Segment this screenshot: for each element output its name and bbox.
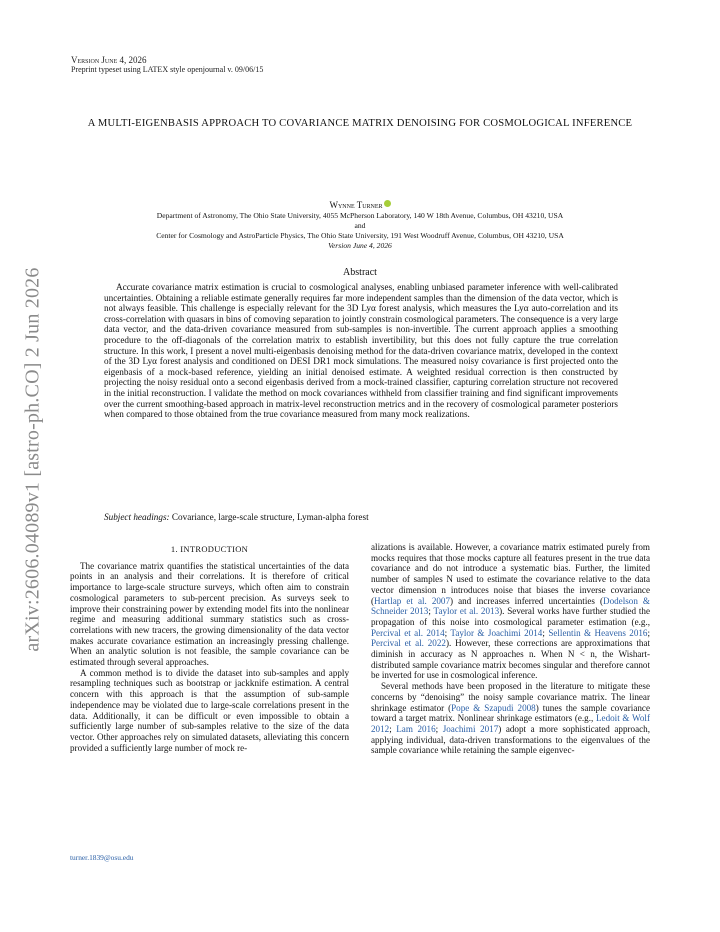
- citation-link[interactable]: Hartlap et al. 2007: [374, 595, 451, 606]
- author-name: Wynne Turner: [329, 200, 383, 210]
- citation-link[interactable]: Taylor et al. 2013: [433, 606, 500, 617]
- citation-link[interactable]: Ledoit & Wolf 2012: [371, 713, 650, 734]
- intro-paragraph-3: [371, 542, 650, 681]
- paper-title: A MULTI-EIGENBASIS APPROACH TO COVARIANCE MATRIX DENOISING FOR COSMOLOGICAL INFERENCE: [87, 118, 633, 129]
- section-heading: 1. INTRODUCTION: [170, 544, 249, 554]
- text-run: ) adopt a more sophisticated approach, applying individual, data-driven transformations to the eigenvalues of the sample covariance while retaining the sample eigenvec-: [371, 723, 650, 756]
- orcid-icon[interactable]: [384, 200, 391, 207]
- citation-link[interactable]: Taylor & Joachimi 2014: [450, 627, 543, 638]
- affiliation-1: Department of Astronomy, The Ohio State University, 4055 McPherson Laboratory, 140 W 18th Avenue, Columbus, OH 43210, USA: [156, 211, 564, 220]
- intro-paragraph-4: [371, 681, 650, 756]
- text-run: ;: [428, 606, 434, 617]
- citation-link[interactable]: Dodelson & Schneider 2013: [371, 595, 650, 617]
- citation-link[interactable]: Lam 2016: [396, 723, 436, 734]
- text-run: ;: [435, 723, 443, 734]
- preprint-line: Preprint typeset using LATEX style openjournal v. 09/06/15: [71, 65, 264, 74]
- subject-headings: [104, 512, 618, 523]
- citation-link[interactable]: Pope & Szapudi 2008: [451, 702, 536, 713]
- left-column: [70, 542, 349, 753]
- arxiv-identifier: arXiv:2606.04089v1 [astro-ph.CO] 2 Jun 2026: [21, 267, 44, 652]
- author-block: [40, 200, 680, 251]
- text-run: ;: [542, 627, 549, 638]
- abstract-text: Accurate covariance matrix estimation is crucial to cosmological analyses, enabling unbiased parameter inference with well-calibrated uncertainties. Obtaining a reliable estimate generally requires far more independent samples than the dimension of the data vector, which is not always feasible. This challenge is especially relevant for the 3D Lyα forest analysis, which measures the Lyα auto-correlation and its cross-correlation with quasars in bins of comoving separation to jointly constrain cosmological parameters. The consequence is a very large data vector, and the data-driven covariance measured from sub-samples is non-invertible. The current approach applies a smoothing procedure to the off-diagonals of the correlation matrix to establish invertibility, but this does not fully capture the true correlation structure. In this work, I present a novel multi-eigenbasis denoising method for the data-driven covariance matrix, developed in the context of the 3D Lyα forest analysis and conditioned on DESI DR1 mock simulations. The measured noisy covariance is first projected onto the eigenbasis of a mock-based reference, yielding an initial denoised estimate. A weighted residual correction is then constructed by projecting the noisy residual onto a second eigenbasis derived from a mock-trained classifier, capturing correlation structure not recovered in the initial reconstruction. I validate the method on mock covariances withheld from classifier training and find significant improvements over the current smoothing-based approach in matrix-level reconstruction metrics and in the recovery of cosmological parameter posteriors when compared to those obtained from the true covariance measured from many mock realizations.: [104, 282, 618, 420]
- text-run: ) and increases inferred uncertainties (: [450, 595, 604, 606]
- text-run: ;: [389, 723, 397, 734]
- citation-link[interactable]: Sellentin & Heavens 2016: [548, 627, 648, 638]
- text-run: ). However, these corrections are approximations that diminish in accuracy as N approaches n. When N < n, the Wishart-distributed sample covariance matrix becomes singular and therefore cannot be inverted for use in cosmological inference.: [371, 638, 651, 681]
- intro-paragraph-1: The covariance matrix quantifies the statistical uncertainties of the data points in an analysis and their correlations. It is therefore of critical importance to large-scale structure surveys, which often aim to constrain cosmological parameters to sub-percent precision. As surveys seek to improve their constraining power by extending model fits into the nonlinear regime and measuring additional summary statistics such as cross-correlations with new tracers, the growing dimensionality of the data vector makes accurate covariance estimation an increasingly pressing challenge. When an analytic solution is not feasible, the sample covariance can be estimated through several approaches.: [70, 560, 349, 668]
- author-version: Version June 4, 2026: [328, 241, 392, 250]
- arxiv-sidebar-stamp: [16, 242, 50, 677]
- abstract-heading: Abstract: [343, 267, 377, 278]
- citation-link[interactable]: Joachimi 2017: [442, 723, 499, 734]
- text-run: ) tunes the sample covariance toward a target matrix. Nonlinear shrinkage estimators (e.g.,: [371, 702, 650, 724]
- affiliation-and: and: [354, 221, 366, 230]
- intro-paragraph-2: A common method is to divide the dataset into sub-samples and apply resampling techniques such as bootstrap or jackknife estimation. A central concern with this approach is that the assumption of sub-sample independence may be violated due to large-scale correlations present in the data. Additionally, it can be difficult or even impossible to obtain a sufficiently large number of sub-samples relative to the size of the data vector. Other approaches rely on simulated datasets, alleviating this concern provided a sufficiently large number of mock re-: [70, 667, 349, 753]
- citation-link[interactable]: Percival et al. 2022: [371, 638, 446, 649]
- subject-label: Subject headings:: [104, 512, 170, 522]
- text-run: Several methods have been proposed in the literature to mitigate these concerns by “denoising” the noisy sample covariance matrix. The linear shrinkage estimator (: [371, 681, 650, 713]
- right-column: [371, 542, 650, 756]
- text-run: ;: [647, 627, 650, 638]
- text-run: ). Several works have further studied the propagation of this noise into cosmological parameter estimation (e.g.,: [371, 606, 651, 627]
- text-run: alizations is available. However, a covariance matrix estimated purely from mocks requires that those mocks capture all features present in the true data covariance and do not introduce a systematic bias. Further, the limited number of samples N used to estimate the covariance relative to the data vector dimension n introduces noise that biases the inverse covariance (: [371, 542, 650, 606]
- affiliation-2: Center for Cosmology and AstroParticle Physics, The Ohio State University, 191 West Woodruff Avenue, Columbus, OH 43210, USA: [156, 231, 564, 240]
- version-line: Version June 4, 2026: [71, 55, 147, 65]
- text-run: ;: [444, 627, 451, 638]
- author-email-link[interactable]: turner.1839@osu.edu: [70, 853, 134, 862]
- citation-link[interactable]: Percival et al. 2014: [371, 627, 445, 638]
- subject-text: Covariance, large-scale structure, Lyman-alpha forest: [169, 512, 369, 522]
- preprint-header: [71, 55, 263, 75]
